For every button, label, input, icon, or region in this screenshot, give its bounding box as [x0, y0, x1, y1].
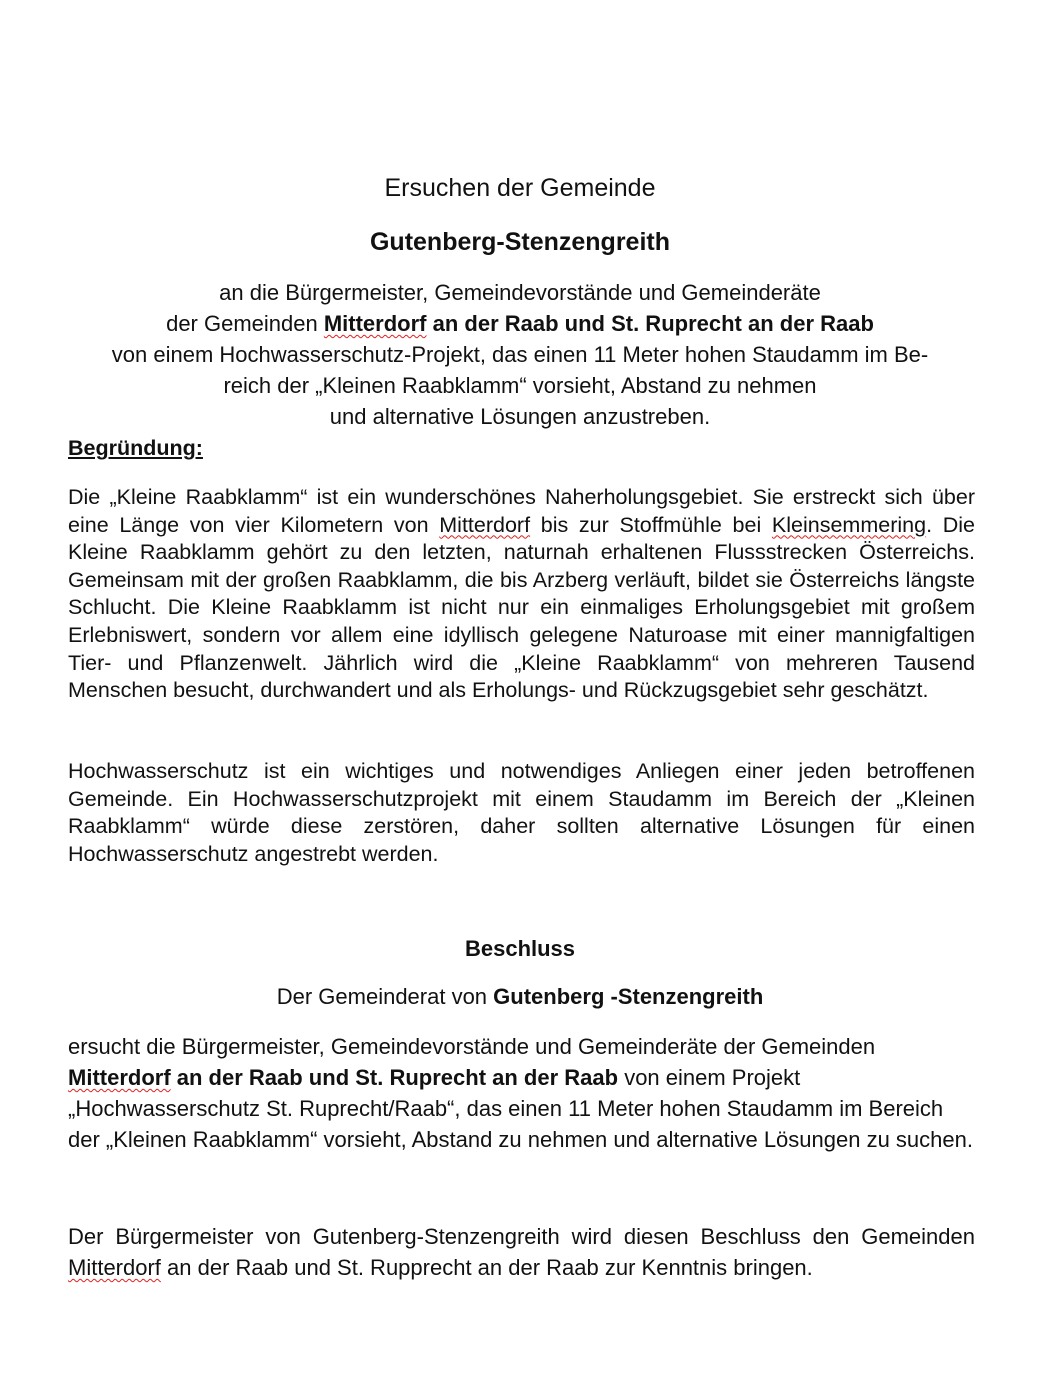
town-name-mitterdorf: Mitterdorf [323, 311, 427, 336]
request-block [60, 277, 980, 432]
council-prefix: Der Gemeinderat von [276, 984, 494, 1009]
justification-paragraph-1 [68, 484, 975, 705]
decision-text-a: ersucht die Bürgermeister, Gemeindevorstände und Gemeinderäte der Gemeinden [68, 1034, 876, 1059]
town-name-kleinsemmering: Kleinsemmering [771, 512, 927, 537]
town-name-mitterdorf: Mitterdorf [68, 1065, 171, 1090]
council-name: Gutenberg -Stenzengreith [493, 984, 764, 1009]
town-name-mitterdorf: Mitterdorf [68, 1255, 161, 1280]
p1-text-b: bis zur Stoffmühle bei [530, 512, 772, 537]
request-line-2 [60, 308, 980, 339]
request-line-5: und alternative Lösungen anzustreben. [329, 404, 711, 429]
notice-text-a: Der Bürgermeister von Gutenberg-Stenzengreith wird diesen Beschluss den Gemeinden [68, 1224, 975, 1249]
decision-paragraph [68, 1031, 975, 1155]
municipality-name: Gutenberg-Stenzengreith [369, 228, 670, 256]
request-line-3: von einem Hochwasserschutz-Projekt, das einen 11 Meter hohen Staudamm im Be- [111, 342, 929, 367]
decision-text-b: von einem Projekt „Hochwasserschutz St. Ruprecht/Raab“, das einen 11 Meter hohen Staudamm im Bereich der „Kleinen Raabklamm“ vorsieht, Abstand zu nehmen und alternative Lösungen zu suchen. [68, 1065, 973, 1152]
request-line-2-rest: an der Raab und St. Ruprecht an der Raab [426, 311, 874, 336]
request-line-2-prefix: der Gemeinden [166, 311, 324, 336]
resolution-heading: Beschluss [464, 936, 576, 961]
p1-text-a: Die „Kleine Raabklamm“ ist ein wunderschönes Naherholungsgebiet. Sie erstreckt sich über eine Länge von vier Kilometern von [68, 485, 975, 537]
notice-paragraph [68, 1221, 975, 1283]
document-title: Ersuchen der Gemeinde [384, 174, 656, 202]
notice-text-b: an der Raab und St. Rupprecht an der Raab zur Kenntnis bringen. [160, 1255, 813, 1280]
p1-text-c: . Die Kleine Raabklamm gehört zu den letzten, naturnah erhaltenen Flussstrecken Österreichs. Gemeinsam mit der großen Raabklamm, die bis Arzberg verläuft, bildet sie Österreichs längste Schlucht. Die Kleine Raabklamm ist nicht nur ein einmaliges Erholungsgebiet mit großem Erlebniswert, sondern vor allem eine idyllisch gelegene Naturoase mit einer mannigfaltigen Tier- und Pflanzenwelt. Jährlich wird die „Kleine Raabklamm“ von mehreren Tausend Menschen besucht, durchwandert und als Erholungs- und Rückzugsgebiet sehr geschätzt. [68, 512, 975, 703]
request-line-1: an die Bürgermeister, Gemeindevorstände und Gemeinderäte [219, 280, 821, 305]
decision-towns: an der Raab und St. Ruprecht an der Raab [170, 1065, 619, 1090]
justification-heading: Begründung: [68, 436, 203, 460]
town-name-mitterdorf: Mitterdorf [439, 512, 531, 537]
council-line [60, 984, 980, 1010]
justification-paragraph-2: Hochwasserschutz ist ein wichtiges und notwendiges Anliegen einer jeden betroffenen Gemeinde. Ein Hochwasserschutzprojekt mit einem Staudamm im Bereich der „Kleinen Raabklamm“ würde diese zerstören, daher sollten alternative Lösungen für einen Hochwasserschutz angestrebt werden. [68, 759, 975, 866]
request-line-4: reich der „Kleinen Raabklamm“ vorsieht, Abstand zu nehmen [223, 373, 817, 398]
